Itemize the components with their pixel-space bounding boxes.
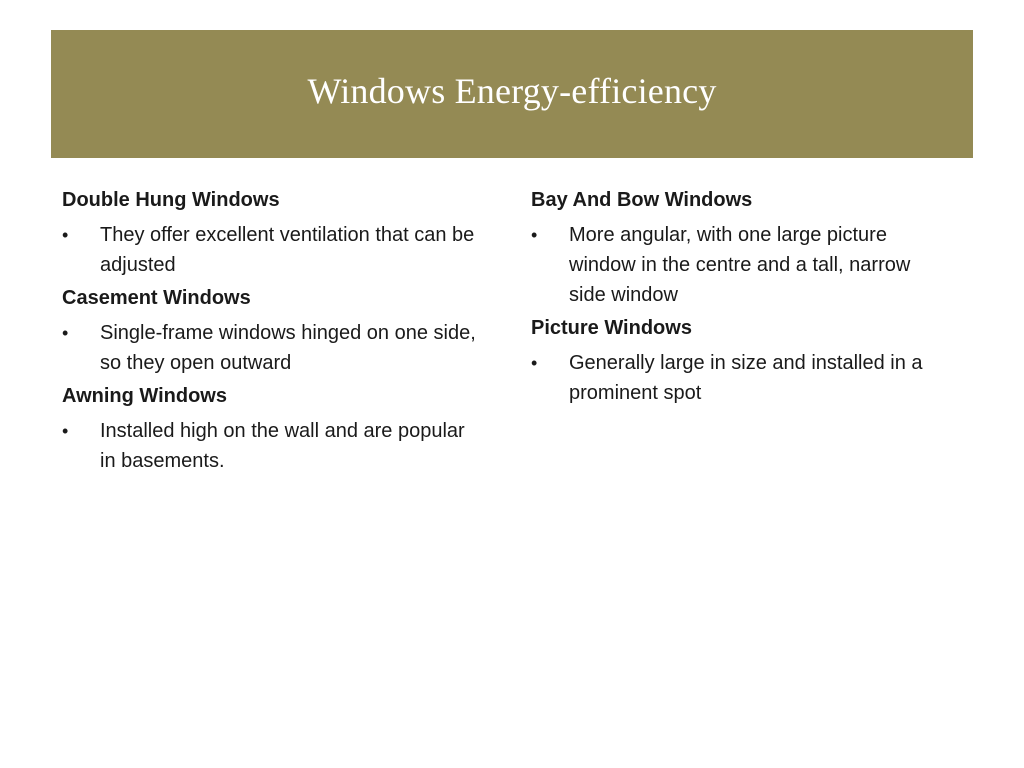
section-heading: Picture Windows bbox=[531, 317, 692, 339]
section-heading: Casement Windows bbox=[62, 287, 251, 309]
bullet-item bbox=[62, 416, 482, 476]
title-banner bbox=[51, 30, 973, 158]
left-column bbox=[62, 186, 482, 480]
bullet-icon: • bbox=[62, 421, 69, 441]
bullet-icon: • bbox=[531, 353, 538, 373]
bullet-item bbox=[531, 220, 951, 310]
section-heading: Double Hung Windows bbox=[62, 189, 280, 211]
bullet-item bbox=[62, 220, 482, 280]
bullet-icon: • bbox=[62, 323, 69, 343]
bullet-text: Single-frame windows hinged on one side, so they open outward bbox=[100, 322, 476, 374]
slide-title: Windows Energy-efficiency bbox=[307, 71, 717, 111]
bullet-text: Installed high on the wall and are popular in basements. bbox=[100, 420, 465, 472]
bullet-text: More angular, with one large picture window in the centre and a tall, narrow side window bbox=[569, 224, 911, 306]
section-heading: Awning Windows bbox=[62, 385, 227, 407]
bullet-text: They offer excellent ventilation that can be adjusted bbox=[100, 224, 475, 276]
bullet-item bbox=[531, 348, 951, 408]
section-heading: Bay And Bow Windows bbox=[531, 189, 753, 211]
bullet-item bbox=[62, 318, 482, 378]
bullet-text: Generally large in size and installed in a prominent spot bbox=[569, 352, 923, 404]
bullet-icon: • bbox=[531, 225, 538, 245]
right-column bbox=[531, 186, 951, 412]
bullet-icon: • bbox=[62, 225, 69, 245]
